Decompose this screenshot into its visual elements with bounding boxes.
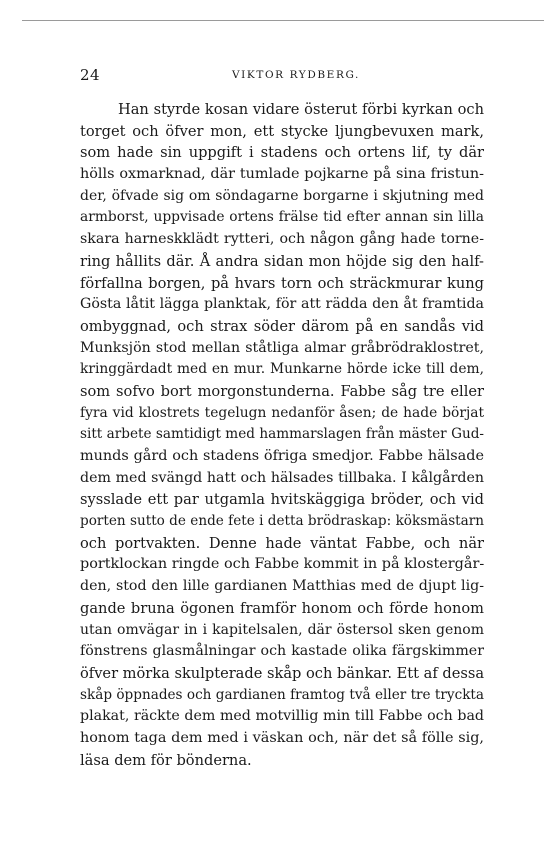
text-line: Munksjön stod mellan ståtliga almar gråbrödraklostret, — [80, 339, 484, 356]
page-header — [0, 66, 544, 86]
top-edge-rule — [22, 20, 544, 21]
text-line: dem med svängd hatt och hälsades tillbaka. I kålgården — [80, 469, 484, 486]
text-line: torget och öfver mon, ett stycke ljungbevuxen mark, — [80, 122, 484, 140]
text-line: skara harneskklädt rytteri, och någon gång hade torne- — [80, 231, 484, 248]
page-number: 24 — [80, 66, 101, 84]
text-line: Gösta låtit lägga planktak, för att rädda den åt framtida — [80, 296, 484, 313]
text-line: ring hållits där. Å andra sidan mon höjde sig den half- — [80, 252, 484, 270]
text-line: som hade sin uppgift i stadens och ortens lif, ty där — [80, 144, 484, 162]
body-text — [80, 99, 484, 771]
text-line: Han styrde kosan vidare österut förbi kyrkan och — [118, 101, 484, 118]
text-line: sitt arbete samtidigt med hammarslagen från mäster Gud- — [80, 426, 484, 443]
text-line: skåp öppnades och gardianen framtog två eller tre tryckta — [80, 686, 484, 703]
text-line: och portvakten. Denne hade väntat Fabbe, och när — [80, 534, 484, 552]
text-line: den, stod den lille gardianen Matthias med de djupt lig- — [80, 578, 484, 595]
text-line: porten sutto de ende fete i detta brödraskap: köksmästarn — [80, 513, 484, 530]
text-line: som sofvo bort morgonstunderna. Fabbe såg tre eller — [80, 382, 484, 400]
text-line: fönstrens glasmålningar och kastade olika färgskimmer — [80, 643, 484, 660]
text-line: gande bruna ögonen framför honom och förde honom — [80, 599, 484, 617]
text-line: läsa dem för bönderna. — [80, 751, 252, 769]
text-line: sysslade ett par utgamla hvitskäggiga bröder, och vid — [80, 491, 484, 509]
text-line: förfallna borgen, på hvars torn och sträckmurar kung — [80, 274, 484, 292]
text-line: der, öfvade sig om söndagarne borgarne i skjutning med — [80, 187, 484, 204]
text-line: ombyggnad, och strax söder därom på en sandås vid — [80, 317, 484, 335]
text-line: honom taga dem med i väskan och, när det så fölle sig, — [80, 729, 484, 746]
text-line: hölls oxmarknad, där tumlade pojkarne på sina fristun- — [80, 166, 484, 183]
text-line: armborst, uppvisade ortens frälse tid efter annan sin lilla — [80, 209, 484, 226]
text-line: portklockan ringde och Fabbe kommit in på klostergår- — [80, 556, 484, 573]
text-line: utan omvägar in i kapitelsalen, där östersol sken genom — [80, 621, 484, 638]
running-head: VIKTOR RYDBERG. — [232, 69, 361, 81]
text-line: öfver mörka skulpterade skåp och bänkar. Ett af dessa — [80, 664, 484, 682]
text-line: kringgärdadt med en mur. Munkarne hörde icke till dem, — [80, 361, 484, 378]
text-line: plakat, räckte dem med motvillig min till Fabbe och bad — [80, 708, 484, 725]
text-line: munds gård och stadens öfriga smedjor. Fabbe hälsade — [80, 448, 484, 464]
text-line: fyra vid klostrets tegelugn nedanför åsen; de hade börjat — [80, 404, 484, 421]
